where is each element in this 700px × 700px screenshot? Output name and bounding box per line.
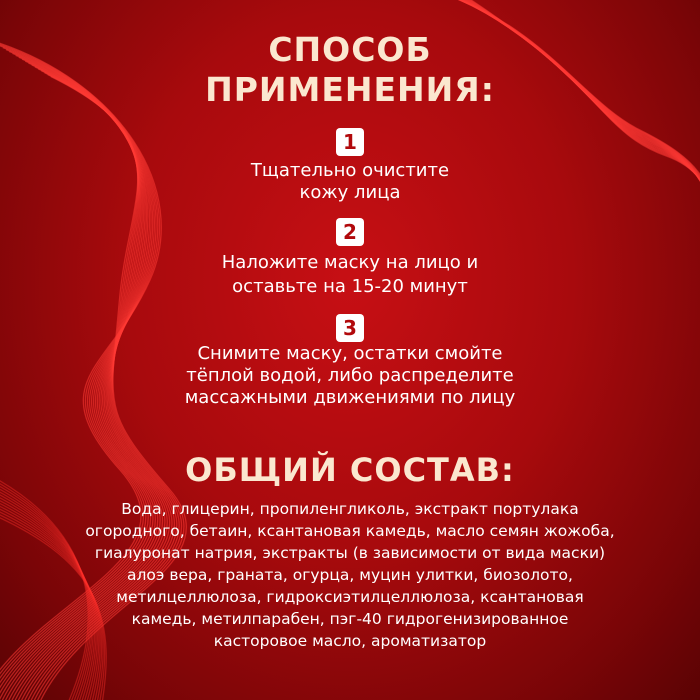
step-3-badge: 3	[336, 314, 364, 342]
composition-line-3: гиалуронат натрия, экстракты (в зависимости от вида маски)	[94, 544, 606, 562]
composition-line-2: огородного, бетаин, ксантановая камедь, масло семян жожоба,	[85, 522, 615, 540]
composition-line-1: Вода, глицерин, пропиленгликоль, экстракт портулака	[121, 500, 579, 518]
step-3-line-1: Снимите маску, остатки смойте	[197, 343, 503, 364]
composition-line-7: касторовое масло, ароматизатор	[213, 632, 487, 650]
step-2-badge: 2	[336, 218, 364, 246]
step-1-line-2: кожу лица	[299, 182, 401, 203]
step-2-line-1: Наложите маску на лицо и	[221, 252, 479, 273]
composition-title: ОБЩИЙ СОСТАВ:	[185, 451, 515, 489]
composition-line-4: алоэ вера, граната, огурца, муцин улитки, биозолото,	[127, 566, 573, 584]
composition-line-6: камедь, метилпарабен, пэг-40 гидрогенизированное	[131, 610, 569, 628]
title-line-1: СПОСОБ	[268, 30, 432, 69]
step-1-line-1: Тщательно очистите	[250, 160, 450, 181]
step-3-line-2: тёплой водой, либо распределите	[186, 365, 514, 386]
step-1-badge: 1	[336, 128, 364, 156]
step-2-line-2: оставьте на 15-20 минут	[232, 276, 468, 297]
composition-line-5: метилцеллюлоза, гидроксиэтилцеллюлоза, ксантановая	[116, 588, 584, 606]
title-line-2: ПРИМЕНЕНИЯ:	[205, 70, 495, 109]
step-3-line-3: массажными движениями по лицу	[184, 387, 516, 408]
